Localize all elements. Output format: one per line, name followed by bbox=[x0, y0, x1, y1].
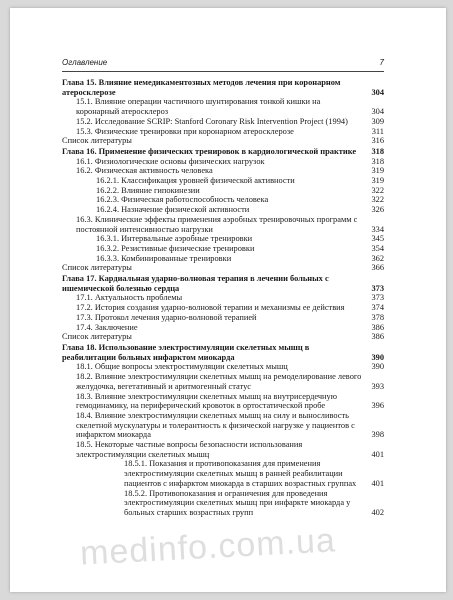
toc-entry-page: 390 bbox=[364, 362, 384, 372]
toc-entry bbox=[62, 186, 384, 196]
toc-entry-text: 15.2. Исследование SCRIP: Stanford Coronary Risk Intervention Project (1994) bbox=[76, 116, 348, 126]
toc-references bbox=[62, 263, 384, 273]
toc-entry-text: 15.3. Физические тренировки при коронарном атеросклерозе bbox=[76, 126, 294, 136]
toc-entry-page: 390 bbox=[364, 353, 384, 363]
toc-entry-text: Список литературы bbox=[62, 332, 132, 342]
toc-entry-page: 318 bbox=[364, 147, 384, 157]
toc-entry-page: 309 bbox=[364, 117, 384, 127]
header-rule bbox=[62, 71, 384, 72]
toc-entry-page: 316 bbox=[364, 136, 384, 146]
toc-entry-text: 17.1. Актуальность проблемы bbox=[76, 293, 183, 303]
toc-entry bbox=[62, 157, 384, 167]
toc-entry-page: 311 bbox=[364, 127, 384, 137]
toc-entry bbox=[62, 293, 384, 303]
toc-entry-text: Глава 17. Кардиальная ударно-волновая терапия в лечении больных с ишемической болезнью сердца bbox=[62, 274, 329, 293]
toc-entry-page: 319 bbox=[364, 166, 384, 176]
toc-entry-page: 345 bbox=[364, 234, 384, 244]
toc-entry-text: 15.1. Влияние операции частичного шунтирования тонкой кишки на коронарный атеросклероз bbox=[76, 97, 321, 117]
toc-entry bbox=[62, 372, 384, 391]
toc-entry-text: 16.2.2. Влияние гипокинезии bbox=[96, 185, 200, 195]
toc-entry-page: 401 bbox=[364, 450, 384, 460]
toc-entry-text: 16.2.4. Назначение физической активности bbox=[96, 205, 250, 215]
toc-references bbox=[62, 332, 384, 342]
toc-entry-text: 18.4. Влияние электростимуляции скелетных мышц на силу и выносливость скелетной мускулатуры и толерантность к физической нагрузке у пациентов с инфарктом миокарда bbox=[76, 410, 355, 440]
toc-entry-text: 17.2. История создания ударно-волновой терапии и механизмы ее действия bbox=[76, 303, 345, 313]
toc-entry bbox=[62, 176, 384, 186]
toc-entry-page: 396 bbox=[364, 401, 384, 411]
toc-chapter bbox=[62, 343, 384, 362]
toc-entry bbox=[62, 97, 384, 116]
toc-entry-page: 386 bbox=[364, 323, 384, 333]
toc-entry-page: 322 bbox=[364, 186, 384, 196]
toc-entry-page: 373 bbox=[364, 293, 384, 303]
toc-entry-text: 18.2. Влияние электростимуляции скелетных мышц на ремоделирование левого желудочка, вегетативный и аритмогенный статус bbox=[76, 372, 362, 391]
toc-chapter bbox=[62, 78, 384, 97]
page-number: 7 bbox=[379, 58, 384, 67]
toc-entry-page: 398 bbox=[364, 430, 384, 440]
toc-entry-text: Глава 16. Применение физических тренировок в кардиологической практике bbox=[62, 146, 357, 156]
toc-entry bbox=[62, 459, 384, 488]
toc-entry-page: 386 bbox=[364, 332, 384, 342]
toc-entry-page: 319 bbox=[364, 176, 384, 186]
toc-entry-text: 16.1. Физиологические основы физических нагрузок bbox=[76, 156, 265, 166]
toc-entry-text: 16.3.2. Резистивные физические тренировки bbox=[96, 243, 255, 253]
toc-entry bbox=[62, 254, 384, 264]
book-page bbox=[10, 8, 446, 592]
toc-entry-text: Список литературы bbox=[62, 136, 132, 146]
toc-entry-text: 16.3.3. Комбинированные тренировки bbox=[96, 253, 232, 263]
toc-entry-text: 16.2.1. Классификация уровней физической активности bbox=[96, 176, 295, 186]
toc-entry-text: 16.3. Клинические эффекты применения аэробных тренировочных программ с постоянной интенсивностью нагрузки bbox=[76, 214, 358, 234]
toc-entry-page: 354 bbox=[364, 244, 384, 254]
toc-entry bbox=[62, 234, 384, 244]
toc-references bbox=[62, 136, 384, 146]
toc-entry-page: 402 bbox=[364, 508, 384, 518]
toc-entry-page: 304 bbox=[364, 88, 384, 98]
toc-entry bbox=[62, 215, 384, 234]
toc-entry-text: 18.5.2. Противопоказания и ограничения для проведения электростимуляции скелетных мышц при инфаркте миокарда у больных старших возрастных групп bbox=[124, 488, 351, 517]
toc-entry bbox=[62, 303, 384, 313]
toc-entry-page: 318 bbox=[364, 157, 384, 167]
toc-entry bbox=[62, 195, 384, 205]
table-of-contents bbox=[62, 78, 384, 518]
toc-entry-page: 334 bbox=[364, 225, 384, 235]
toc-entry-page: 393 bbox=[364, 382, 384, 392]
watermark: medinfo.com.ua bbox=[79, 521, 337, 573]
toc-entry bbox=[62, 392, 384, 411]
toc-entry-page: 326 bbox=[364, 205, 384, 215]
toc-entry bbox=[62, 205, 384, 215]
toc-entry-text: Глава 18. Использование электростимуляции скелетных мышц в реабилитации больных инфарктом миокарда bbox=[62, 342, 310, 362]
toc-entry bbox=[62, 166, 384, 176]
toc-entry-text: Список литературы bbox=[62, 263, 132, 273]
toc-entry bbox=[62, 362, 384, 372]
toc-entry-text: 16.2.3. Физическая работоспособность человека bbox=[96, 195, 269, 205]
toc-entry-text: 17.4. Заключение bbox=[76, 322, 138, 332]
toc-chapter bbox=[62, 147, 384, 157]
toc-entry bbox=[62, 323, 384, 333]
toc-entry-page: 362 bbox=[364, 254, 384, 264]
toc-entry-text: 16.3.1. Интервальные аэробные тренировки bbox=[96, 234, 253, 244]
toc-entry bbox=[62, 117, 384, 127]
toc-entry-page: 366 bbox=[364, 263, 384, 273]
running-head bbox=[62, 58, 384, 72]
toc-chapter bbox=[62, 274, 384, 293]
toc-entry bbox=[62, 440, 384, 459]
toc-entry-page: 322 bbox=[364, 195, 384, 205]
toc-entry-page: 378 bbox=[364, 313, 384, 323]
toc-entry-page: 304 bbox=[364, 107, 384, 117]
toc-entry bbox=[62, 313, 384, 323]
toc-entry-text: 18.5.1. Показания и противопоказания для применения электростимуляции скелетных мышц в ранней реабилитации пациентов с инфарктом миокарда в старших возрастных группах bbox=[124, 459, 357, 488]
toc-entry bbox=[62, 489, 384, 518]
toc-entry-page: 401 bbox=[364, 479, 384, 489]
toc-entry-text: 18.5. Некоторые частные вопросы безопасности использования электростимуляции скелетных мышц bbox=[76, 440, 303, 459]
toc-entry-text: 16.2. Физическая активность человека bbox=[76, 166, 213, 176]
toc-entry-text: Глава 15. Влияние немедикаментозных методов лечения при коронарном атеросклерозе bbox=[62, 78, 341, 97]
toc-entry bbox=[62, 244, 384, 254]
running-head-title: Оглавление bbox=[62, 58, 108, 67]
toc-entry bbox=[62, 127, 384, 137]
toc-entry-text: 18.3. Влияние электростимуляции скелетных мышц на внутрисердечную гемодинамику, на периферический кровоток в ортостатической пробе bbox=[76, 391, 337, 411]
toc-entry-page: 373 bbox=[364, 284, 384, 294]
toc-entry bbox=[62, 411, 384, 440]
toc-entry-text: 18.1. Общие вопросы электростимуляции скелетных мышц bbox=[76, 362, 288, 372]
toc-entry-page: 374 bbox=[364, 303, 384, 313]
toc-entry-text: 17.3. Протокол лечения ударно-волновой терапией bbox=[76, 312, 257, 322]
